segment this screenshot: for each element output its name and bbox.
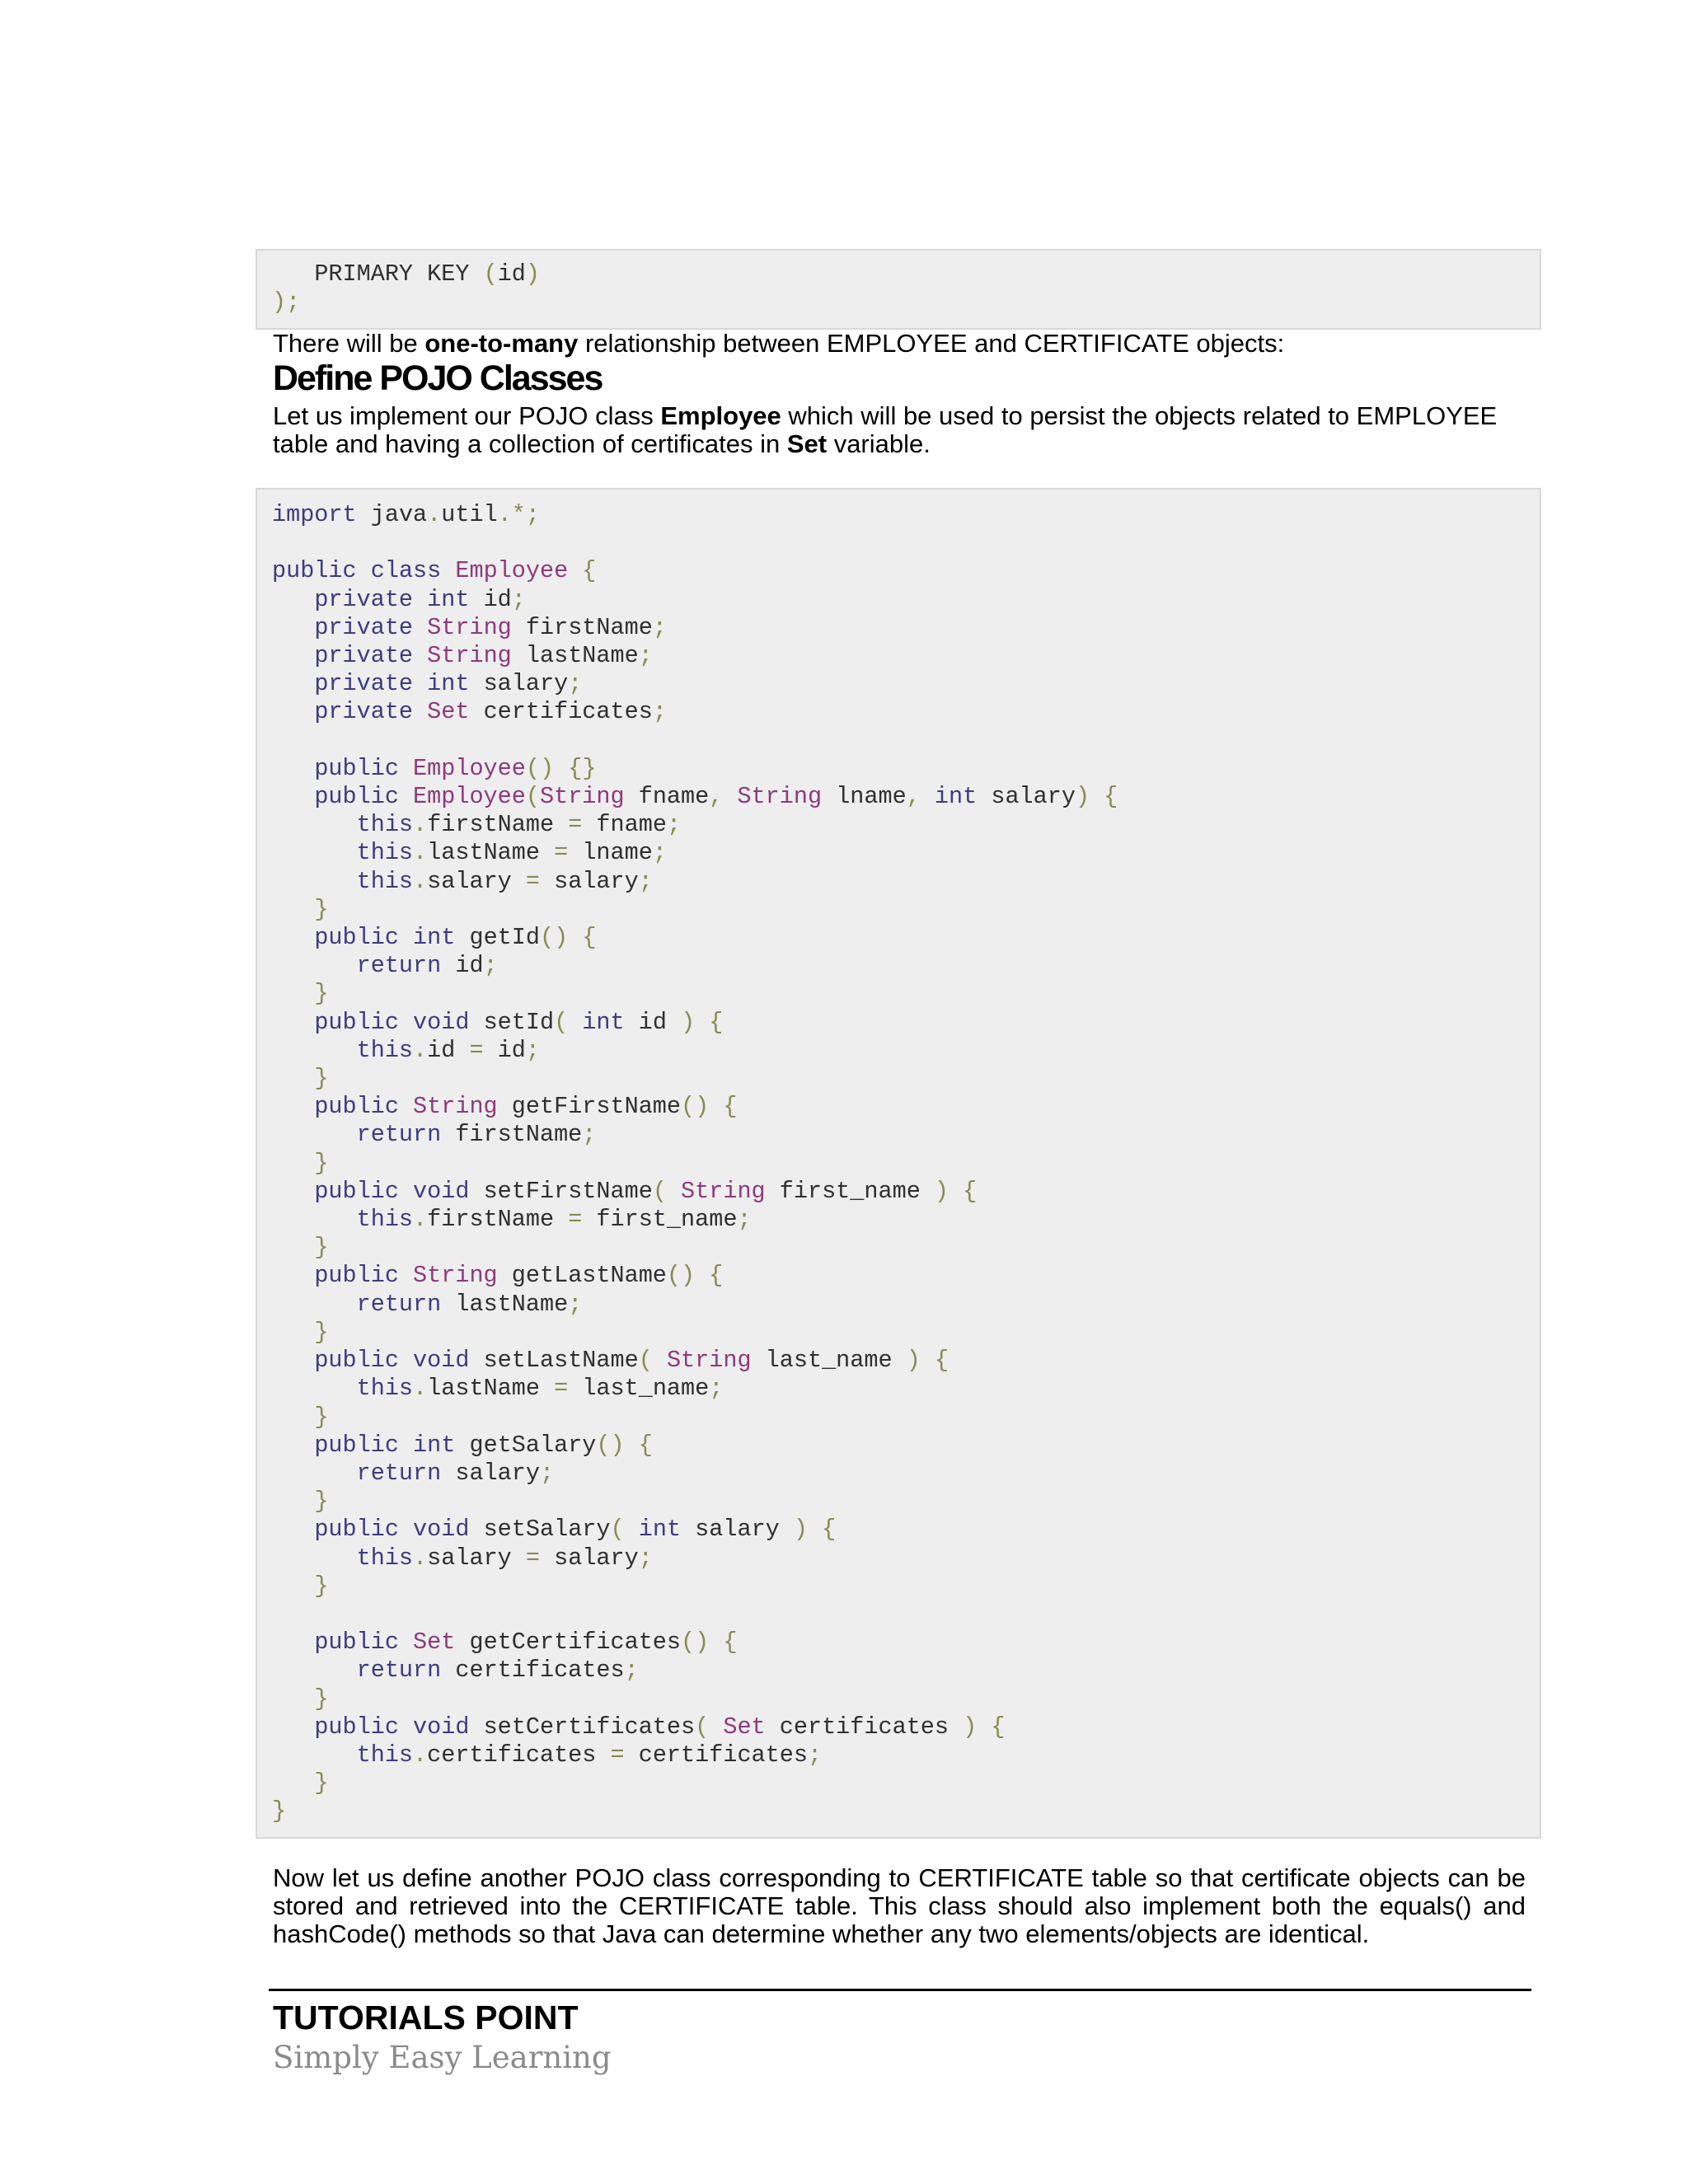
- type-name-set: Set: [786, 429, 828, 458]
- class-name-employee: Employee: [660, 401, 781, 430]
- employee-class-code: import java.util.*; public class Employee { private int id; private String firstName; private String lastName; private int salary; private Set certificates; public Employee() {} public Employee(String fname, String lname, int salary) { this.firstName = fname; this.lastName = lname; this.salary = salary; } public int getId() { return id; } public void setId( int id ) { this.id = id; } public String getFirstName() { return firstName; } public void setFirstName( String first_name ) { this.firstName = first_name; } public String getLastName() { return lastName; } public void setLastName( String last_name ) { this.lastName = last_name; } public int getSalary() { return salary; } public void setSalary( int salary ) { this.salary = salary; } public Set getCertificates() { return certificates; } public void setCertificates( Set certificates ) { this.certificates = certificates; } }: [272, 501, 1118, 1825]
- java-code-block: [256, 488, 1541, 1839]
- intro-paragraph: Let us implement our POJO class Employee which will be used to persist the objects related to EMPLOYEE table and having a collection of certificates in Set variable.: [273, 401, 1498, 458]
- relationship-type: one-to-many: [424, 329, 579, 358]
- sql-code-block: [256, 249, 1541, 330]
- certificate-paragraph: Now let us define another POJO class corresponding to CERTIFICATE table so that certificate objects can be stored and retrieved into the CERTIFICATE table. This class should also implement both the equals() and hashCode() methods so that Java can determine whether any two elements/objects are identical.: [273, 1863, 1526, 1948]
- footer-tagline: Simply Easy Learning: [273, 2040, 612, 2075]
- section-heading: Define POJO Classes: [273, 359, 603, 398]
- footer-brand: TUTORIALS POINT: [273, 1999, 579, 2036]
- footer-divider: [269, 1989, 1531, 1991]
- relationship-paragraph: There will be one-to-many relationship between EMPLOYEE and CERTIFICATE objects:: [273, 329, 1285, 358]
- sql-code: PRIMARY KEY (id) );: [272, 260, 541, 316]
